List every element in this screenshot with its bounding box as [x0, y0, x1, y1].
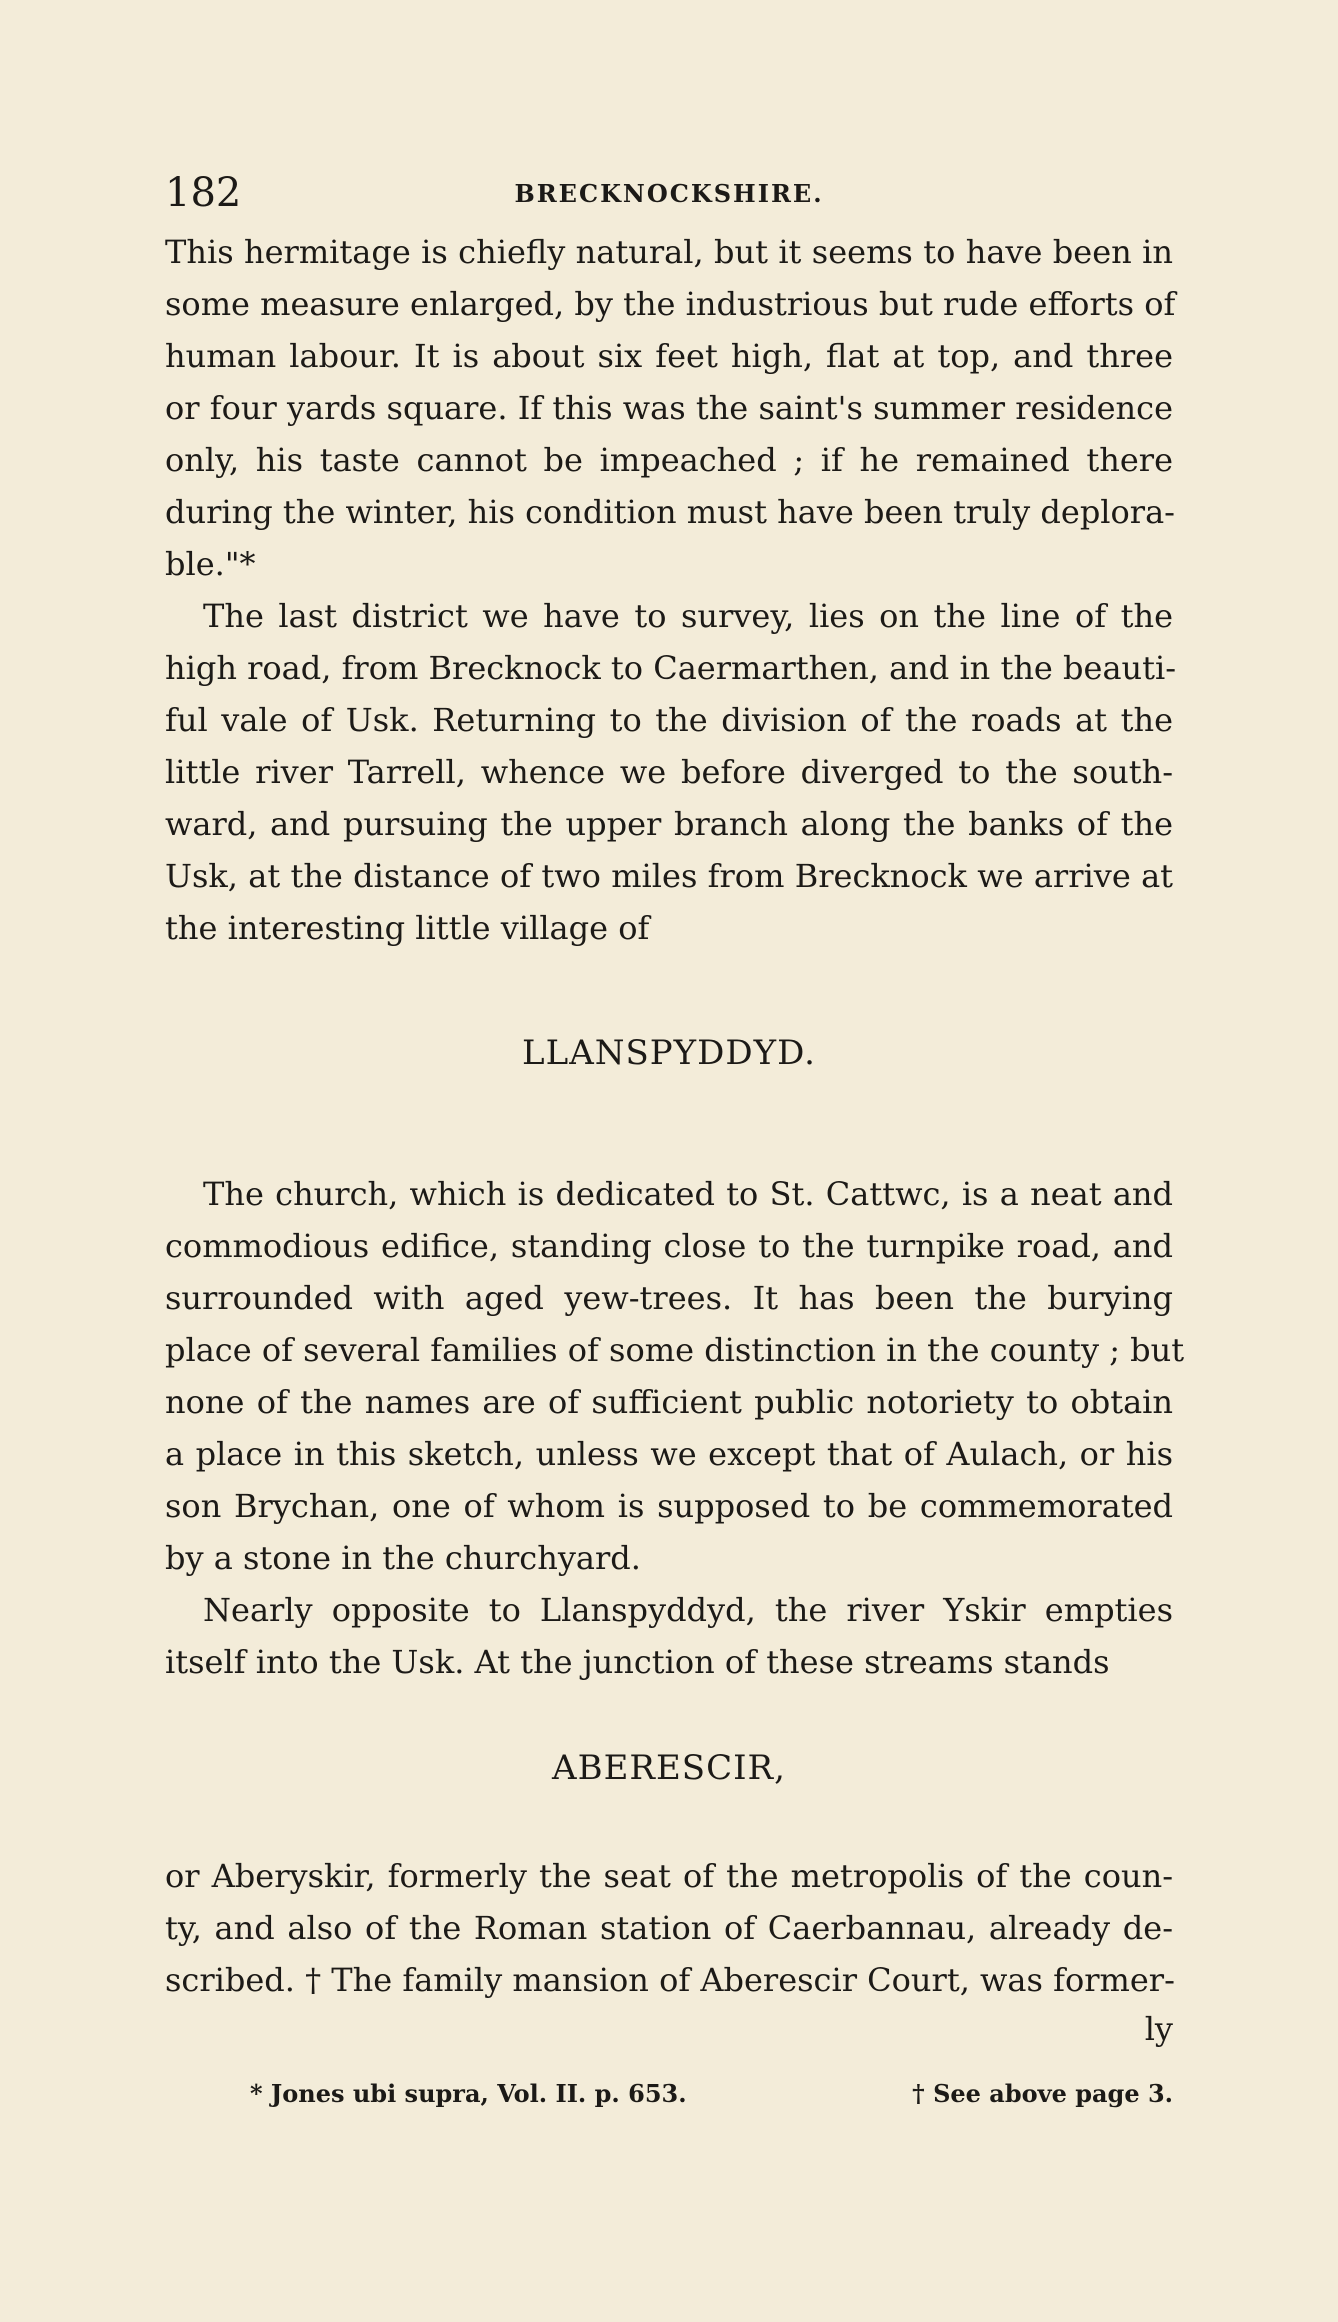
paragraph-church	[165, 1168, 1185, 1584]
text-line: by a stone in the churchyard.	[165, 1539, 641, 1577]
text-line: Usk, at the distance of two miles from Brecknock we arrive at	[165, 857, 1173, 895]
text-line: The last district we have to survey, lies on the line of the	[203, 597, 1173, 635]
text-line: commodious edifice, standing close to the turnpike road, and	[165, 1227, 1173, 1265]
text-line: during the winter, his condition must have been truly deplora-	[165, 493, 1175, 531]
text-line: place of several families of some distinction in the county ; but	[165, 1331, 1185, 1369]
paragraph-yskir	[165, 1584, 1173, 1688]
text-line: or Aberyskir, formerly the seat of the metropolis of the coun-	[165, 1857, 1173, 1895]
footnote-see-above: † See above page 3.	[912, 2079, 1173, 2108]
paragraph-last-district	[165, 590, 1177, 954]
paragraph-hermitage	[165, 226, 1176, 590]
text-line: high road, from Brecknock to Caermarthen, and in the beauti-	[165, 649, 1177, 687]
text-line: ful vale of Usk. Returning to the division of the roads at the	[165, 701, 1173, 739]
paragraph-aberyskir	[165, 1850, 1173, 2006]
text-line: some measure enlarged, by the industrious but rude efforts of	[165, 285, 1176, 323]
text-line: This hermitage is chiefly natural, but it seems to have been in	[165, 233, 1173, 271]
footnotes	[250, 2074, 1173, 2114]
text-line: son Brychan, one of whom is supposed to be commemorated	[165, 1487, 1173, 1525]
text-line: human labour. It is about six feet high, flat at top, and three	[165, 337, 1173, 375]
running-head: BRECKNOCKSHIRE.	[514, 179, 824, 208]
catchword: ly	[1144, 2010, 1173, 2048]
text-line: little river Tarrell, whence we before diverged to the south-	[165, 753, 1173, 791]
text-line: The church, which is dedicated to St. Cattwc, is a neat and	[203, 1175, 1173, 1213]
text-line: ble."*	[165, 545, 256, 583]
text-line: a place in this sketch, unless we except that of Aulach, or his	[165, 1435, 1173, 1473]
text-line: surrounded with aged yew-trees. It has been the burying	[165, 1279, 1173, 1317]
text-line: none of the names are of sufficient public notoriety to obtain	[165, 1383, 1173, 1421]
footnote-jones: * Jones ubi supra, Vol. II. p. 653.	[250, 2079, 687, 2108]
text-line: the interesting little village of	[165, 909, 650, 947]
text-line: only, his taste cannot be impeached ; if he remained there	[165, 441, 1173, 479]
page-number: 182	[165, 170, 242, 216]
text-line: ty, and also of the Roman station of Caerbannau, already de-	[165, 1909, 1173, 1947]
text-line: Nearly opposite to Llanspyddyd, the river Yskir empties	[203, 1591, 1173, 1629]
text-line: itself into the Usk. At the junction of these streams stands	[165, 1643, 1110, 1681]
page-header	[165, 168, 1173, 218]
text-line: scribed. † The family mansion of Aberescir Court, was former-	[165, 1961, 1175, 1999]
section-heading-llanspyddyd: LLANSPYDDYD.	[522, 1033, 816, 1073]
section-heading-aberescir: ABERESCIR,	[552, 1748, 786, 1788]
text-line: or four yards square. If this was the saint's summer residence	[165, 389, 1173, 427]
text-line: ward, and pursuing the upper branch along the banks of the	[165, 805, 1173, 843]
